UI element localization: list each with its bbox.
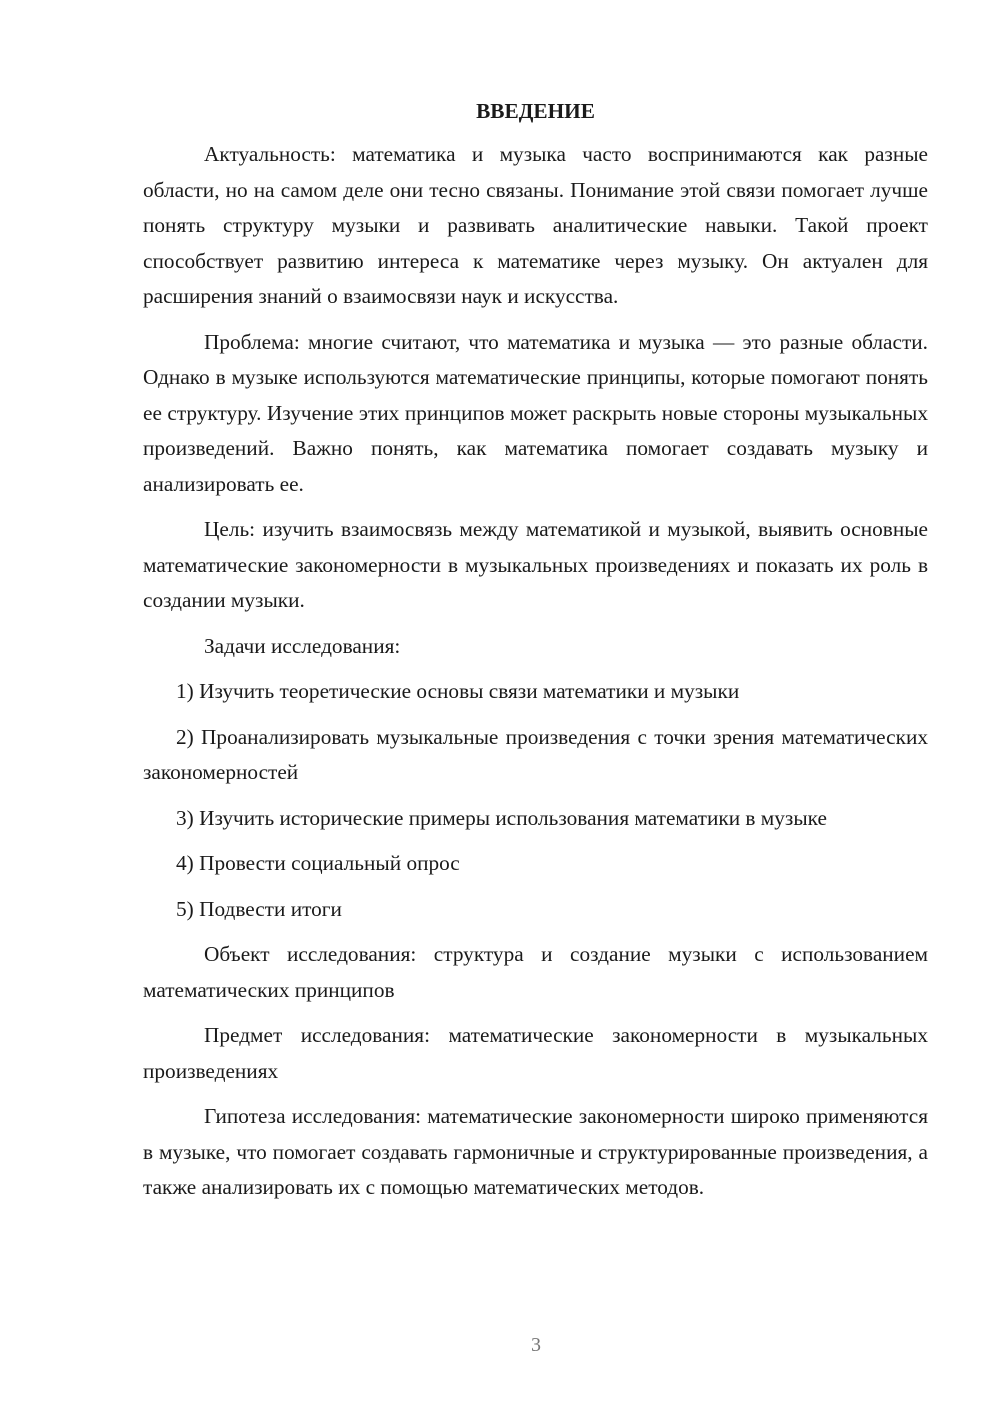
subject-paragraph: Предмет исследования: математические закономерности в музыкальных произведениях [143, 1023, 928, 1083]
goal-paragraph: Цель: изучить взаимосвязь между математикой и музыкой, выявить основные математические закономерности в музыкальных произведениях и показать их роль в создании музыки. [143, 517, 928, 612]
page-number: 3 [531, 1334, 541, 1356]
list-item: 5) Подвести итоги [176, 896, 342, 921]
tasks-list [143, 674, 928, 927]
relevance-paragraph: Актуальность: математика и музыка часто воспринимаются как разные области, но на самом деле они тесно связаны. Понимание этой связи помогает лучше понять структуру музыки и развивать аналитические навыки. Такой проект способствует развитию интереса к математике через музыку. Он актуален для расширения знаний о взаимосвязи наук и искусства. [143, 142, 928, 308]
list-item: 1) Изучить теоретические основы связи математики и музыки [176, 679, 740, 703]
list-item: 2) Проанализировать музыкальные произведения с точки зрения математических закономерностей [143, 724, 928, 784]
problem-paragraph: Проблема: многие считают, что математика и музыка — это разные области. Однако в музыке используются математические принципы, которые помогают понять ее структуру. Изучение этих принципов может раскрыть новые стороны музыкальных произведений. Важно понять, как математика помогает создавать музыку и анализировать ее. [143, 329, 928, 496]
tasks-heading: Задачи исследования: [204, 633, 401, 658]
page-title: ВВЕДЕНИЕ [476, 99, 595, 123]
hypothesis-paragraph: Гипотеза исследования: математические закономерности широко применяются в музыке, что помогает создавать гармоничные и структурированные произведения, а также анализировать их с помощью математических методов. [143, 1104, 928, 1199]
list-item: 4) Провести социальный опрос [176, 851, 460, 875]
document-page [143, 96, 928, 1206]
object-paragraph: Объект исследования: структура и создание музыки с использованием математических принципов [143, 942, 928, 1002]
list-item: 3) Изучить исторические примеры использования математики в музыке [176, 805, 827, 830]
